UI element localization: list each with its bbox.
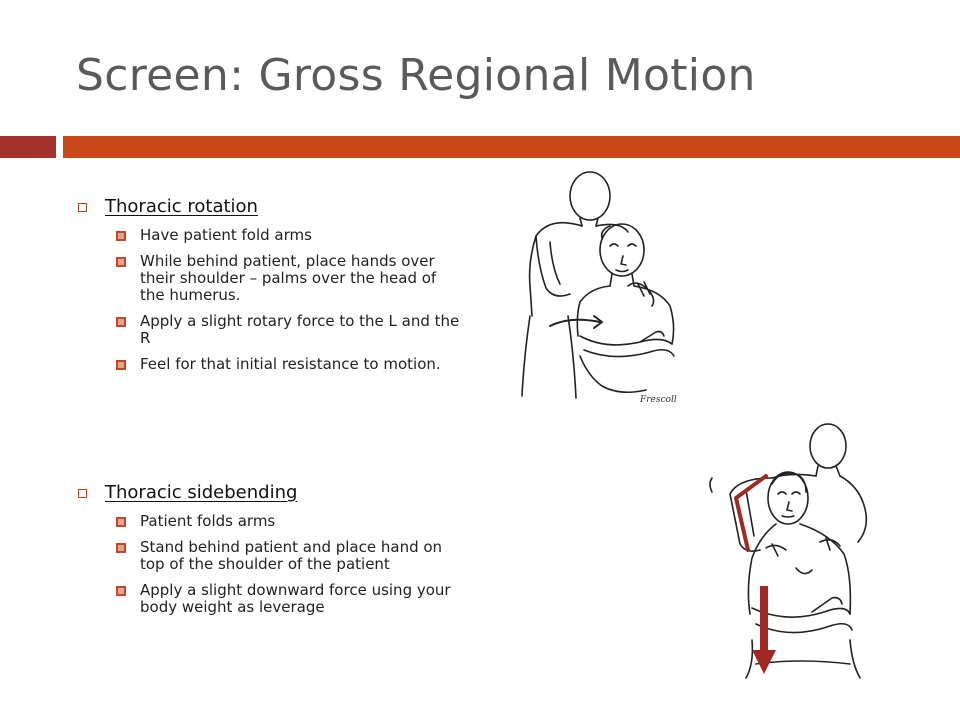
list-item-text: Feel for that initial resistance to motion. [140, 355, 441, 373]
list-item-text: Apply a slight downward force using your body weight as leverage [140, 581, 451, 616]
list-item [116, 513, 461, 530]
filled-square-bullet-icon [116, 586, 126, 596]
filled-square-bullet-icon [116, 317, 126, 327]
title-accent-bar-right [63, 136, 960, 158]
list-item [116, 313, 461, 347]
filled-square-bullet-icon [116, 543, 126, 553]
list-item [116, 539, 461, 573]
filled-square-bullet-icon [116, 360, 126, 370]
section-heading-text: Thoracic rotation [105, 196, 258, 217]
filled-square-bullet-icon [116, 231, 126, 241]
list-item-text: Patient folds arms [140, 512, 276, 530]
rotation-technique-drawing-icon [510, 166, 690, 412]
section-heading [78, 482, 478, 503]
list-item [116, 356, 461, 373]
sidebending-technique-drawing-icon [700, 418, 880, 684]
list-item [116, 227, 461, 244]
list-item-text: Stand behind patient and place hand on top of the shoulder of the patient [140, 538, 443, 573]
list-item [116, 253, 461, 304]
svg-text:Frescoll: Frescoll [640, 395, 677, 405]
section-thoracic-sidebending [78, 482, 478, 625]
square-bullet-icon [78, 489, 87, 498]
filled-square-bullet-icon [116, 517, 126, 527]
list-item-text: While behind patient, place hands over their shoulder – palms over the head of the humerus. [140, 252, 437, 304]
square-bullet-icon [78, 203, 87, 212]
filled-square-bullet-icon [116, 257, 126, 267]
list-item-text: Apply a slight rotary force to the L and the R [140, 312, 460, 347]
section-heading-text: Thoracic sidebending [105, 482, 298, 503]
section-thoracic-rotation [78, 196, 478, 382]
title-accent-bar-left [0, 136, 56, 158]
list-item [116, 582, 461, 616]
list-item-text: Have patient fold arms [140, 226, 312, 244]
section-heading [78, 196, 478, 217]
slide-title: Screen: Gross Regional Motion [76, 50, 756, 101]
